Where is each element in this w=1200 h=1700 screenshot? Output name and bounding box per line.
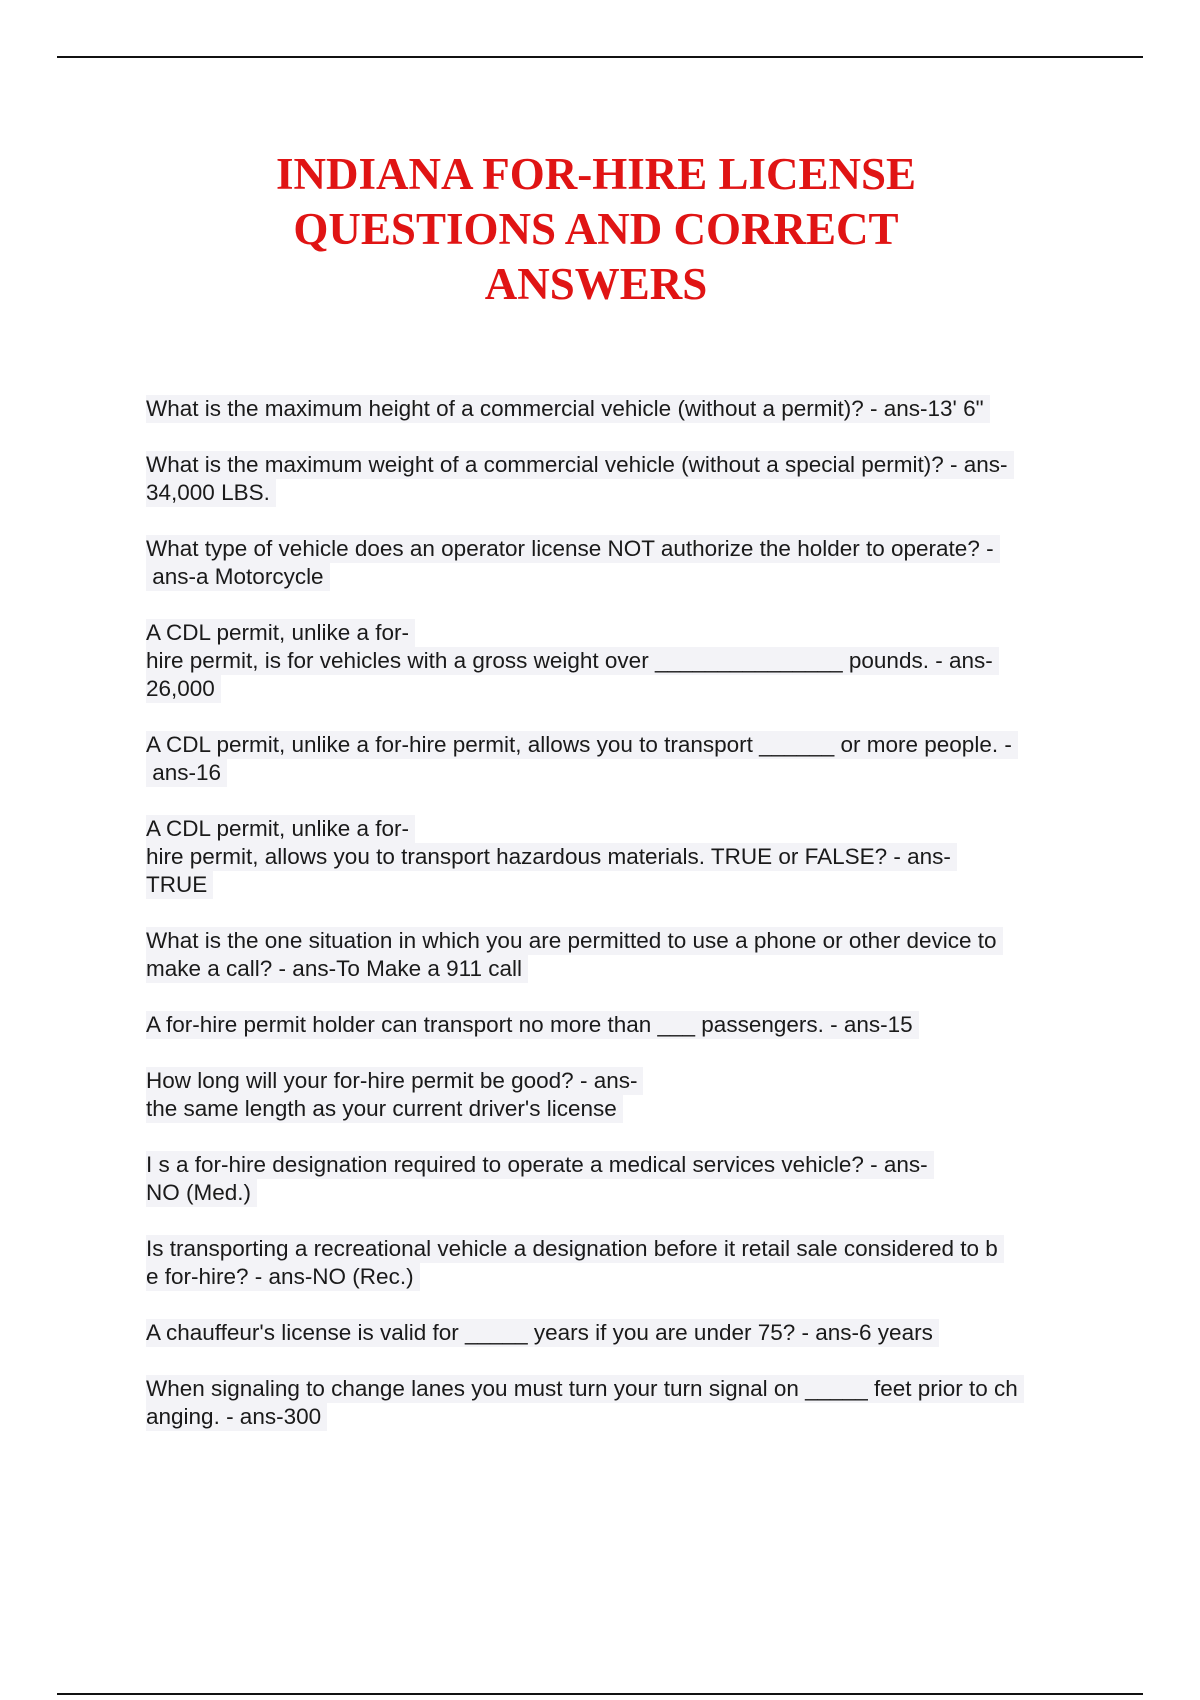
qa-item: [146, 1375, 1096, 1431]
qa-text-line: ans-a Motorcycle: [146, 563, 330, 591]
document-title: [180, 147, 1012, 312]
qa-text-line: make a call? - ans-To Make a 911 call: [146, 955, 528, 983]
qa-text-line: NO (Med.): [146, 1179, 257, 1207]
qa-text-line: What is the one situation in which you are permitted to use a phone or other device to: [146, 927, 1003, 955]
qa-text-line: 34,000 LBS.: [146, 479, 276, 507]
qa-text-line: I s a for-hire designation required to operate a medical services vehicle? - ans-: [146, 1151, 934, 1179]
qa-text-line: A CDL permit, unlike a for-: [146, 619, 415, 647]
title-line: ANSWERS: [484, 259, 708, 309]
qa-text-line: What is the maximum height of a commercial vehicle (without a permit)? - ans-13' 6": [146, 395, 990, 423]
qa-item: [146, 535, 1096, 591]
qa-text-line: A CDL permit, unlike a for-: [146, 815, 415, 843]
qa-text-line: hire permit, is for vehicles with a gross weight over _______________ pounds. - ans-: [146, 647, 999, 675]
title-line: QUESTIONS AND CORRECT: [293, 204, 899, 254]
qa-text-line: How long will your for-hire permit be good? - ans-: [146, 1067, 643, 1095]
qa-text-line: ans-16: [146, 759, 227, 787]
qa-text-line: A CDL permit, unlike a for-hire permit, allows you to transport ______ or more people. -: [146, 731, 1018, 759]
qa-item: [146, 815, 1096, 899]
qa-item: [146, 395, 1096, 423]
top-rule: [57, 56, 1143, 58]
question-answer-list: [146, 395, 1096, 1459]
qa-text-line: What is the maximum weight of a commercial vehicle (without a special permit)? - ans-: [146, 451, 1014, 479]
qa-text-line: the same length as your current driver's license: [146, 1095, 623, 1123]
qa-text-line: A for-hire permit holder can transport no more than ___ passengers. - ans-15: [146, 1011, 919, 1039]
qa-item: [146, 1319, 1096, 1347]
qa-text-line: TRUE: [146, 871, 213, 899]
qa-text-line: e for-hire? - ans-NO (Rec.): [146, 1263, 420, 1291]
qa-text-line: anging. - ans-300: [146, 1403, 327, 1431]
qa-item: [146, 1151, 1096, 1207]
qa-item: [146, 1011, 1096, 1039]
qa-text-line: A chauffeur's license is valid for _____ years if you are under 75? - ans-6 years: [146, 1319, 939, 1347]
qa-item: [146, 927, 1096, 983]
qa-text-line: When signaling to change lanes you must turn your turn signal on _____ feet prior to ch: [146, 1375, 1024, 1403]
bottom-rule: [57, 1693, 1143, 1695]
qa-text-line: 26,000: [146, 675, 221, 703]
qa-item: [146, 1067, 1096, 1123]
qa-item: [146, 1235, 1096, 1291]
qa-text-line: hire permit, allows you to transport hazardous materials. TRUE or FALSE? - ans-: [146, 843, 957, 871]
title-line: INDIANA FOR-HIRE LICENSE: [275, 149, 917, 199]
qa-text-line: What type of vehicle does an operator license NOT authorize the holder to operate? -: [146, 535, 1000, 563]
qa-text-line: Is transporting a recreational vehicle a designation before it retail sale considered to b: [146, 1235, 1004, 1263]
qa-item: [146, 619, 1096, 703]
qa-item: [146, 731, 1096, 787]
qa-item: [146, 451, 1096, 507]
